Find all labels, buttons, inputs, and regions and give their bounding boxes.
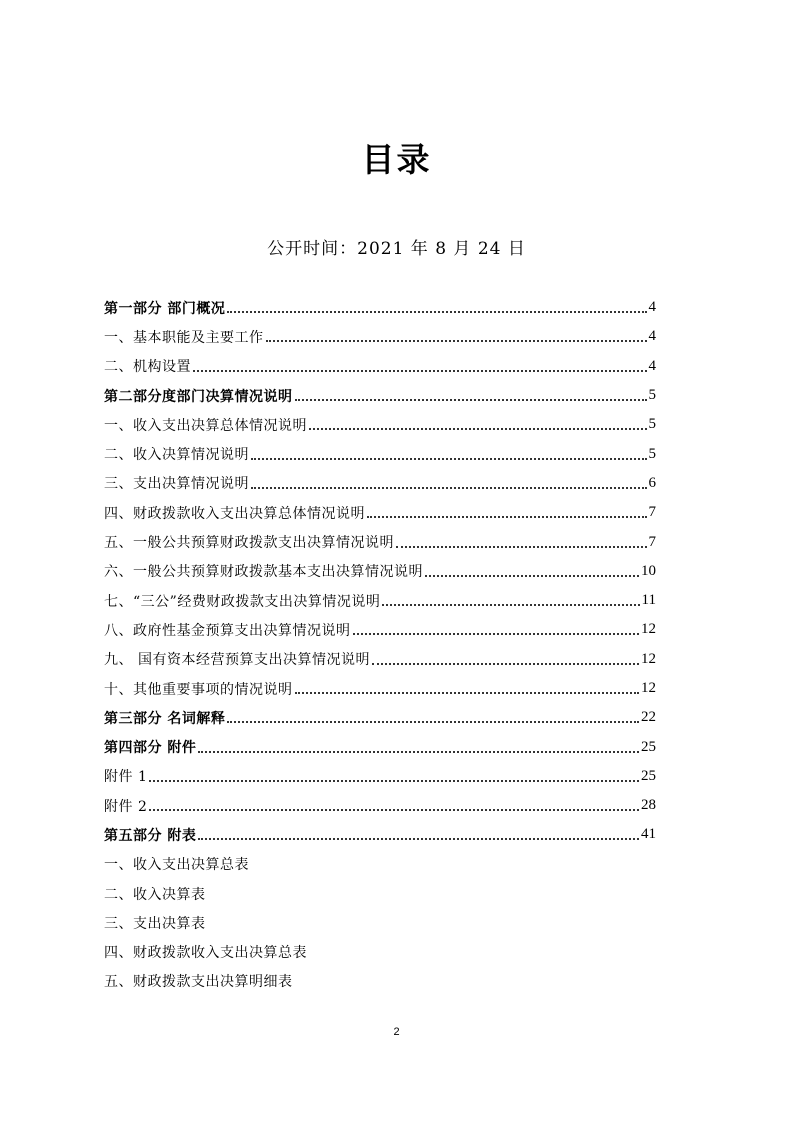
toc-dot-leader [251,486,647,489]
toc-entry[interactable] [104,293,656,322]
toc-dot-leader [396,545,647,548]
toc-entry-title: 一、收入支出决算总体情况说明 [104,417,307,434]
toc-entry[interactable] [104,439,656,468]
toc-entry[interactable] [104,469,656,498]
toc-dot-leader [372,662,639,665]
toc-entry[interactable] [104,762,656,791]
toc-entry[interactable] [104,703,656,732]
toc-entry-page: 5 [648,416,656,433]
toc-entry-page: 5 [648,387,656,404]
toc-dot-leader [266,339,647,342]
toc-entry-title: 七、“三公”经费财政拨款支出决算情况说明 [104,593,381,610]
toc-entry[interactable] [104,498,656,527]
toc-entry-title: 六、一般公共预算财政拨款基本支出决算情况说明 [104,564,423,581]
toc-entry-title: 第一部分 部门概况 [104,300,226,317]
toc-entry-title: 五、一般公共预算财政拨款支出决算情况说明 [104,535,394,552]
toc-entry-title: 第五部分 附表 [104,827,197,844]
toc-entry-title: 九、 国有资本经营预算支出决算情况说明 [104,652,370,669]
toc-entry-title: 第三部分 名词解释 [104,710,226,727]
toc-dot-leader [149,808,639,811]
toc-entry-page: 12 [641,680,656,696]
publish-date: 公开时间：2021 年 8 月 24 日 [267,239,526,259]
toc-entry[interactable] [104,352,656,381]
toc-entry-title: 附件 1 [104,769,148,786]
toc-entry-page: 25 [641,738,656,755]
toc-entry[interactable] [104,879,656,908]
toc-entry-page: 41 [641,826,656,843]
toc-entry[interactable] [104,615,656,644]
toc-entry[interactable] [104,967,656,996]
toc-entry[interactable] [104,820,656,849]
toc-entry-page: 4 [648,357,656,374]
toc-entry[interactable] [104,938,656,967]
toc-entry-title: 三、支出决算表 [104,915,206,932]
table-of-contents [104,293,656,996]
toc-entry-page: 5 [648,445,656,462]
toc-entry-page: 10 [641,562,656,579]
toc-dot-leader [425,574,639,577]
toc-entry[interactable] [104,645,656,674]
toc-entry-title: 一、基本职能及主要工作 [104,329,264,346]
toc-entry[interactable] [104,850,656,879]
toc-entry-page: 22 [641,709,656,726]
toc-entry-page: 4 [648,299,656,316]
toc-entry-title: 第二部分度部门决算情况说明 [104,388,293,405]
toc-entry-page: 7 [648,533,656,550]
toc-entry[interactable] [104,410,656,439]
toc-entry-title: 八、政府性基金预算支出决算情况说明 [104,622,351,639]
toc-dot-leader [198,750,639,753]
toc-entry-page: 4 [648,328,656,345]
toc-dot-leader [367,515,647,518]
toc-entry[interactable] [104,557,656,586]
toc-entry[interactable] [104,908,656,937]
toc-entry-page: 25 [641,767,656,784]
toc-entry-title: 四、财政拨款收入支出决算总表 [104,945,307,962]
toc-dot-leader [193,369,647,372]
toc-entry-title: 附件 2 [104,798,148,815]
toc-dot-leader [149,779,639,782]
toc-entry-title: 二、收入决算情况说明 [104,447,249,464]
toc-entry[interactable] [104,381,656,410]
toc-entry-title: 十、其他重要事项的情况说明 [104,681,293,698]
toc-entry[interactable] [104,791,656,820]
toc-entry[interactable] [104,674,656,703]
toc-entry-title: 二、收入决算表 [104,886,206,903]
toc-dot-leader [227,310,646,313]
toc-dot-leader [295,398,647,401]
toc-entry[interactable] [104,322,656,351]
toc-entry[interactable] [104,586,656,615]
toc-entry-page: 12 [641,650,656,667]
toc-entry-page: 12 [641,621,656,638]
toc-dot-leader [227,720,639,723]
toc-dot-leader [198,837,639,840]
toc-entry-title: 五、财政拨款支出决算明细表 [104,974,293,991]
toc-entry-page: 28 [641,797,656,814]
page-number: 2 [393,1026,400,1038]
toc-entry-page: 11 [641,592,656,609]
toc-entry-title: 第四部分 附件 [104,740,197,757]
toc-entry-title: 二、机构设置 [104,359,191,376]
toc-entry[interactable] [104,732,656,761]
toc-dot-leader [295,691,640,694]
toc-entry-title: 四、财政拨款收入支出决算总体情况说明 [104,505,365,522]
toc-dot-leader [353,632,640,635]
toc-entry-title: 一、收入支出决算总表 [104,857,249,874]
toc-entry-page: 7 [648,504,656,521]
toc-dot-leader [309,427,647,430]
toc-entry-title: 三、支出决算情况说明 [104,476,249,493]
toc-entry[interactable] [104,527,656,556]
page-title: 目录 [361,140,432,179]
toc-entry-page: 6 [648,474,656,491]
toc-dot-leader [382,603,639,606]
toc-dot-leader [251,457,647,460]
